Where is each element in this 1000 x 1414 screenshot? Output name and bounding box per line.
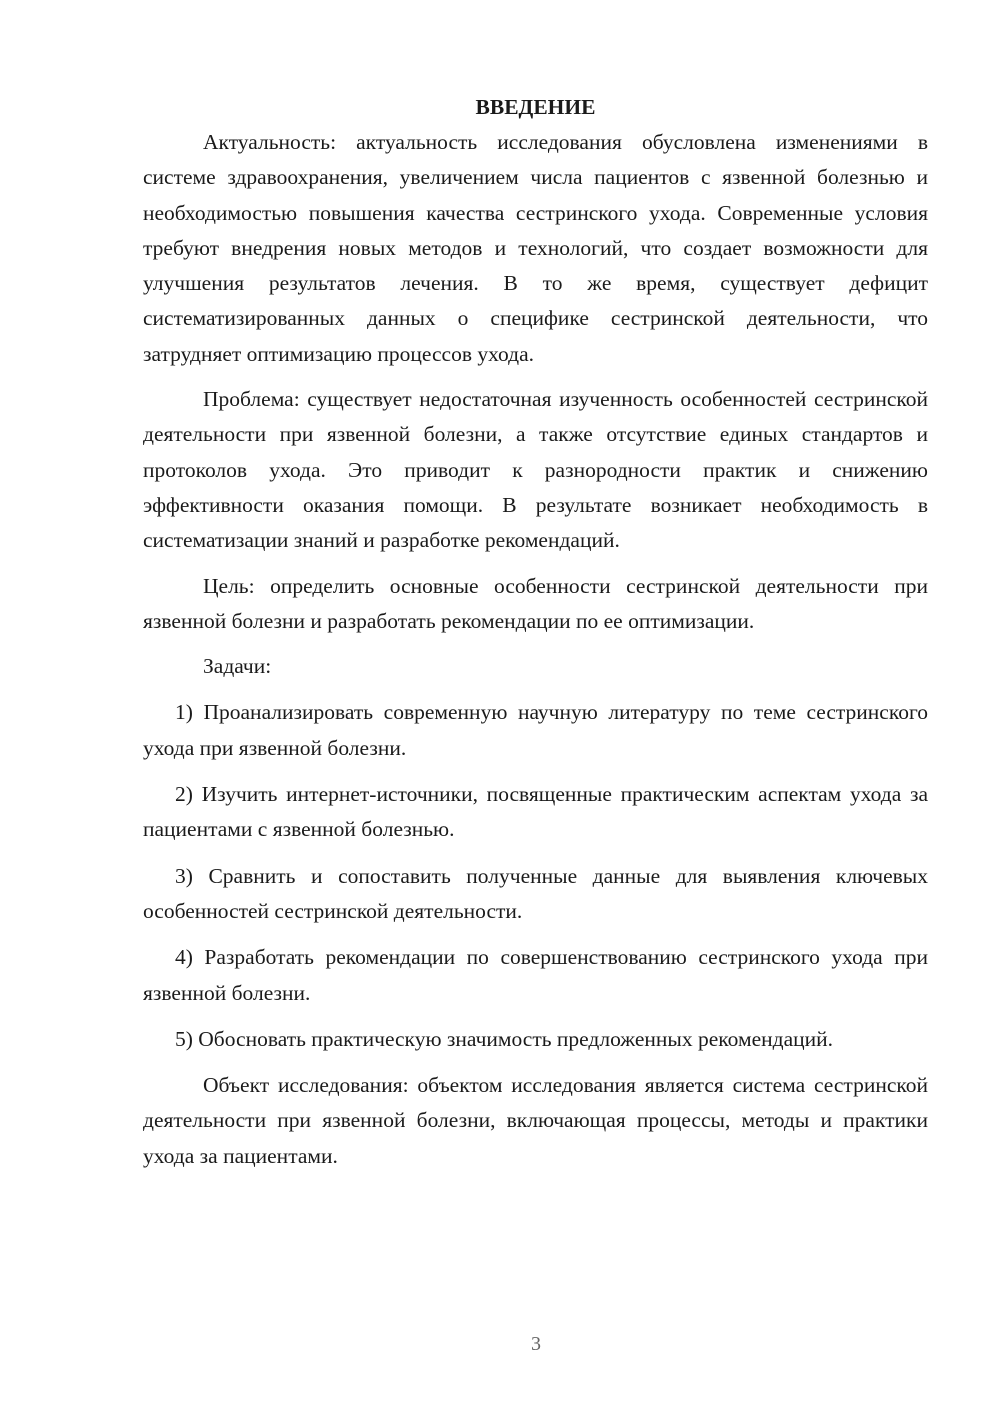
goal-paragraph: Цель: определить основные особенности сестринской деятельности при язвенной болезни и разработать рекомендации по ее оптимизации.	[143, 573, 928, 633]
task-item-5: 5) Обосновать практическую значимость предложенных рекомендаций.	[175, 1026, 834, 1051]
tasks-heading: Задачи:	[203, 654, 272, 679]
task-item-2: 2) Изучить интернет-источники, посвященные практическим аспектам ухода за пациентами с язвенной болезнью.	[143, 782, 928, 842]
task-item-3: 3) Сравнить и сопоставить полученные данные для выявления ключевых особенностей сестринской деятельности.	[143, 863, 928, 923]
page-title: ВВЕДЕНИЕ	[475, 95, 596, 119]
page-number: 3	[531, 1333, 541, 1355]
document-page	[143, 90, 928, 1174]
task-item-1: 1) Проанализировать современную научную литературу по теме сестринского ухода при язвенной болезни.	[143, 700, 928, 760]
task-item-4: 4) Разработать рекомендации по совершенствованию сестринского ухода при язвенной болезни.	[143, 945, 928, 1005]
relevance-paragraph: Актуальность: актуальность исследования обусловлена изменениями в системе здравоохранения, увеличением числа пациентов с язвенной болезнью и необходимостью повышения качества сестринского ухода. Современные условия требуют внедрения новых методов и технологий, что создает возможности для улучшения результатов лечения. В то же время, существует дефицит систематизированных данных о специфике сестринской деятельности, что затрудняет оптимизацию процессов ухода.	[143, 130, 928, 366]
object-paragraph: Объект исследования: объектом исследования является система сестринской деятельности при язвенной болезни, включающая процессы, методы и практики ухода за пациентами.	[143, 1073, 928, 1168]
problem-paragraph: Проблема: существует недостаточная изученность особенностей сестринской деятельности при язвенной болезни, а также отсутствие единых стандартов и протоколов ухода. Это приводит к разнородности практик и снижению эффективности оказания помощи. В результате возникает необходимость в систематизации знаний и разработке рекомендаций.	[143, 387, 928, 553]
